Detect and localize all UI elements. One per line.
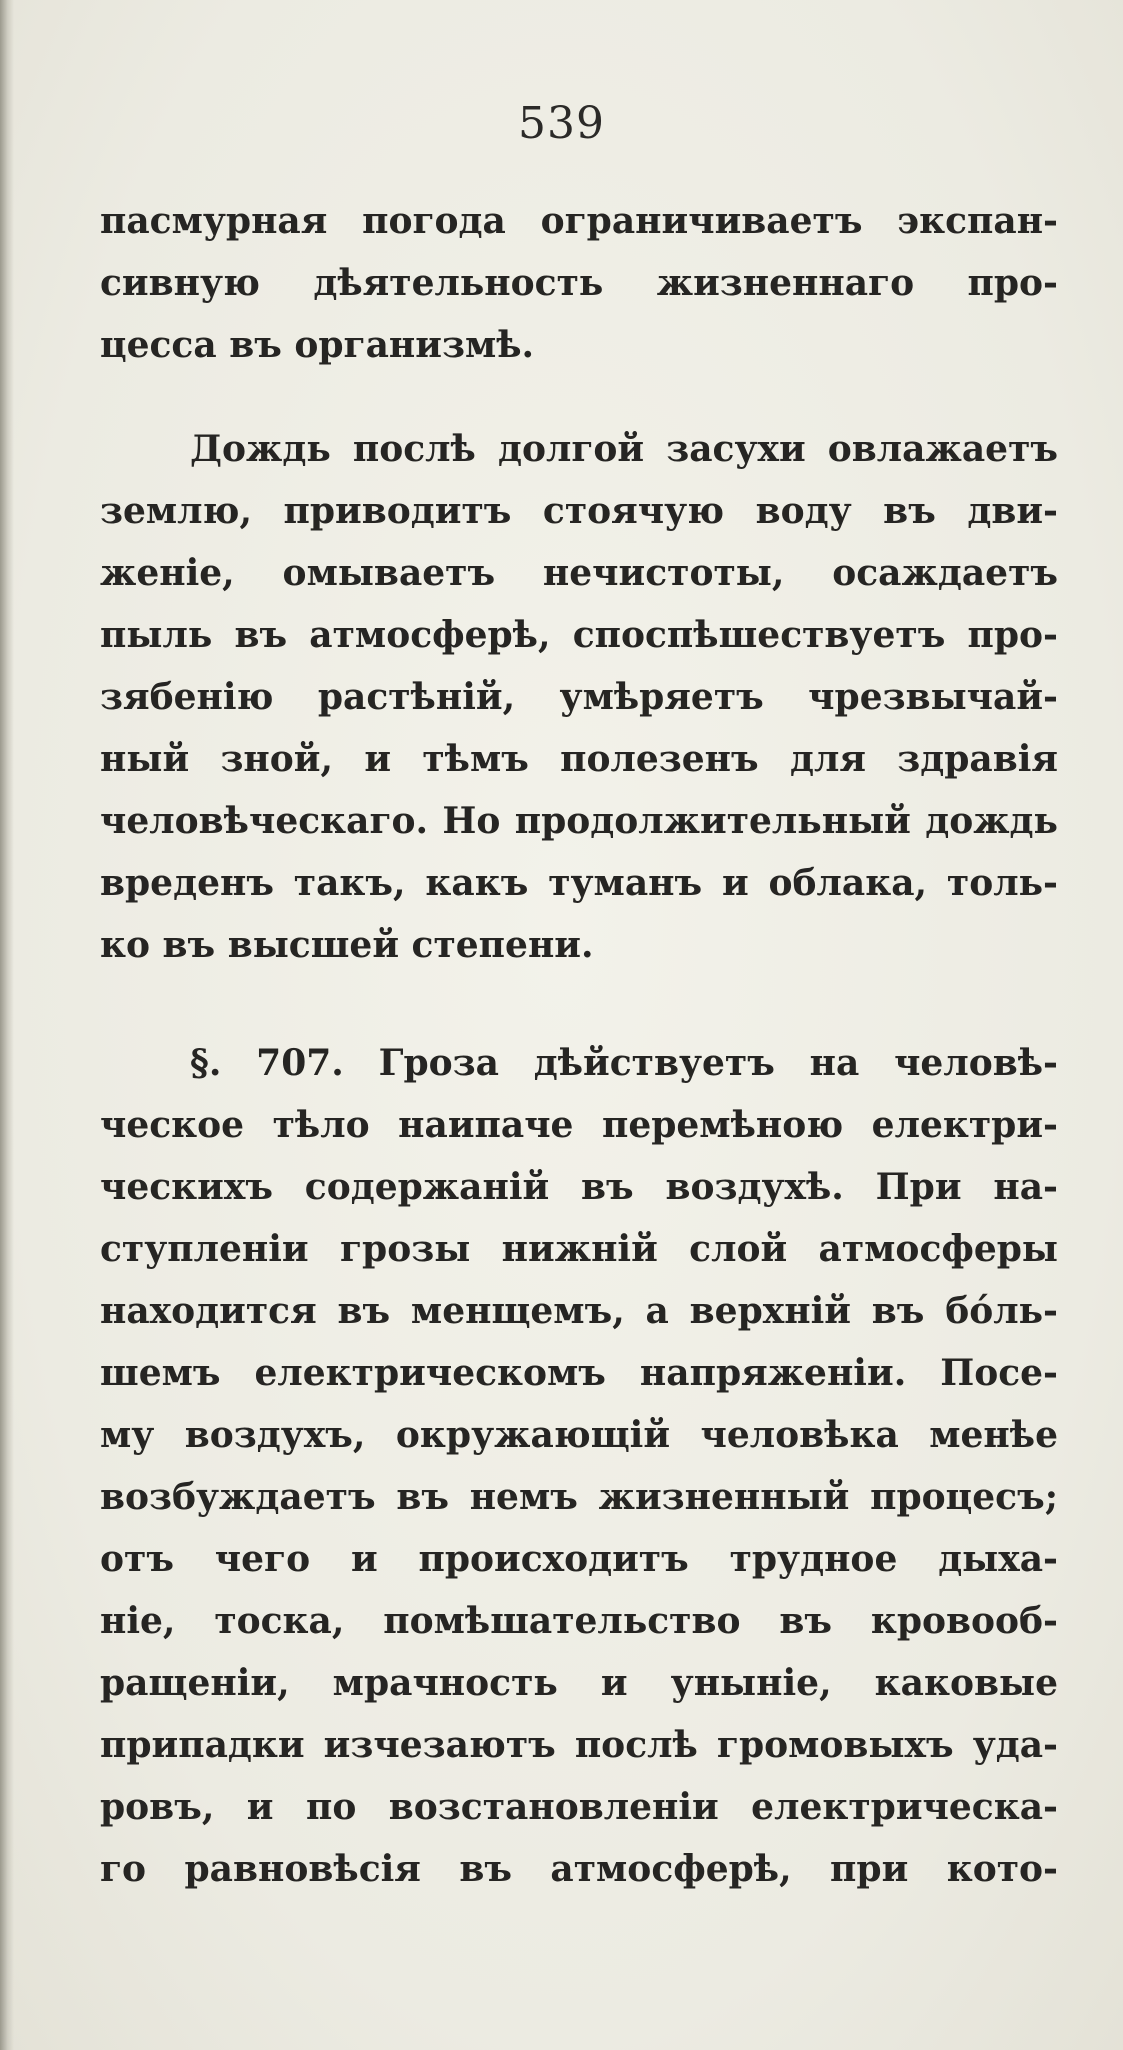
- text-line: му воздухъ, окружающій человѣка менѣе: [100, 1414, 1058, 1456]
- text-line: ческихъ содержаній въ воздухѣ. При на-: [100, 1166, 1058, 1208]
- paragraph-3: [100, 1032, 1058, 1900]
- text-line: пасмурная погода ограничиваетъ экспан-: [100, 200, 1058, 242]
- text-line: ный зной, и тѣмъ полезенъ для здравія: [100, 738, 1058, 780]
- text-line: ко въ высшей степени.: [100, 924, 594, 966]
- text-line: ращеніи, мрачность и уныніе, каковые: [100, 1662, 1058, 1704]
- text-line: зябенію растѣній, умѣряетъ чрезвычай-: [100, 676, 1058, 718]
- text-line: го равновѣсія въ атмосферѣ, при кото-: [100, 1848, 1058, 1890]
- section-heading-line: §. 707. Гроза дѣйствуетъ на человѣ-: [190, 1042, 1058, 1084]
- text-line: припадки изчезаютъ послѣ громовыхъ уда-: [100, 1724, 1058, 1766]
- text-line: женіе, омываетъ нечистоты, осаждаетъ: [100, 552, 1058, 594]
- text-line: возбуждаетъ въ немъ жизненный процесъ;: [100, 1476, 1058, 1518]
- text-line: сивную дѣятельность жизненнаго про-: [100, 262, 1058, 304]
- text-line: землю, приводитъ стоячую воду въ дви-: [100, 490, 1058, 532]
- text-line: шемъ електрическомъ напряженіи. Посе-: [100, 1352, 1058, 1394]
- text-line: вреденъ такъ, какъ туманъ и облака, толь-: [100, 862, 1058, 904]
- paragraph-1: [100, 190, 1058, 376]
- text-line: ступленіи грозы нижній слой атмосферы: [100, 1228, 1058, 1270]
- page-text: [100, 190, 1058, 1900]
- text-line: ніе, тоска, помѣшательство въ кровооб-: [100, 1600, 1058, 1642]
- text-line: ровъ, и по возстановленіи електрическа-: [100, 1786, 1058, 1828]
- paragraph-2: [100, 418, 1058, 976]
- page-number: 539: [518, 98, 605, 149]
- text-line: человѣческаго. Но продолжительный дождь: [100, 800, 1058, 842]
- text-line: находится въ менщемъ, а верхній въ бо́ль-: [100, 1290, 1058, 1332]
- text-line: пыль въ атмосферѣ, споспѣшествуетъ про-: [100, 614, 1058, 656]
- text-line: цесса въ организмѣ.: [100, 324, 535, 366]
- binding-edge: [0, 0, 14, 2050]
- text-line: ческое тѣло наипаче перемѣною електри-: [100, 1104, 1058, 1146]
- text-line: Дождь послѣ долгой засухи овлажаетъ: [190, 428, 1058, 470]
- text-line: отъ чего и происходитъ трудное дыха-: [100, 1538, 1058, 1580]
